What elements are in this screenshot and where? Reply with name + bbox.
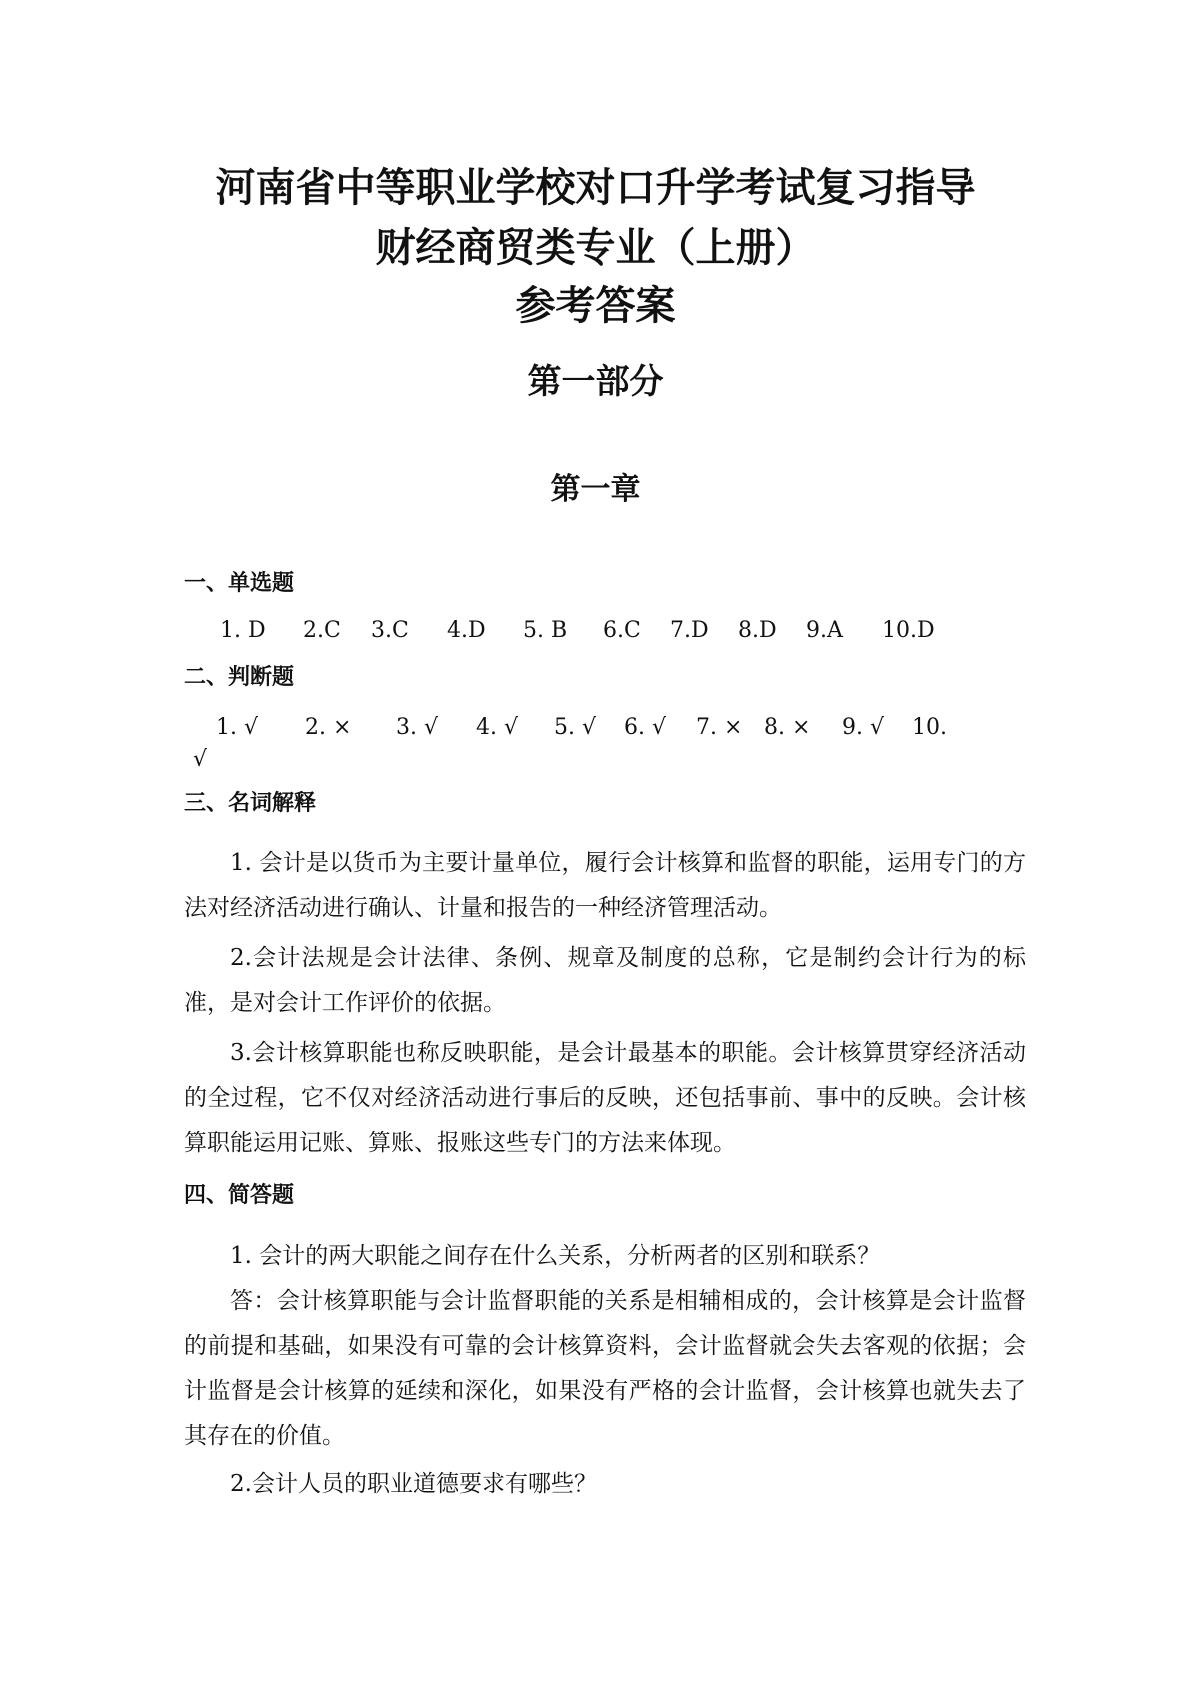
definition-paragraph: 1. 会计是以货币为主要计量单位，履行会计核算和监督的职能，运用专门的方法对经济活动进行确认、计量和报告的一种经济管理活动。 (184, 850, 1026, 921)
definition-paragraph: 3.会计核算职能也称反映职能，是会计最基本的职能。会计核算贯穿经济活动的全过程，它不仅对经济活动进行事后的反映，还包括事前、事中的反映。会计核算职能运用记账、算账、报账这些专门的方法来体现。 (184, 1040, 1026, 1156)
short-answer-question: 2.会计人员的职业道德要求有哪些？ (230, 1471, 597, 1497)
part-title: 第一部分 (527, 362, 664, 402)
answer-item: 6. √ (624, 715, 667, 740)
definitions-heading: 三、名词解释 (184, 791, 317, 816)
true-false-answers (0, 713, 1191, 745)
short-answer-question: 1. 会计的两大职能之间存在什么关系，分析两者的区别和联系？ (230, 1243, 881, 1269)
answer-item: 9. √ (842, 715, 885, 740)
answer-item: 1. D (220, 618, 266, 643)
answer-item-wrap: √ (193, 747, 208, 772)
short-answer-heading: 四、简答题 (184, 1183, 295, 1208)
definition-paragraph: 2.会计法规是会计法律、条例、规章及制度的总称，它是制约会计行为的标准，是对会计工作评价的依据。 (184, 945, 1026, 1016)
answer-item: 4. √ (476, 715, 519, 740)
answer-item: 2. × (305, 715, 352, 740)
answer-item: 7.D (670, 618, 709, 643)
answer-item: 7. × (696, 715, 743, 740)
answer-item: 6.C (603, 618, 641, 643)
chapter-title: 第一章 (550, 472, 641, 507)
answer-item: 10.D (882, 618, 935, 643)
answer-item: 8.D (738, 618, 777, 643)
single-choice-answers (0, 616, 1191, 646)
answer-item: 1. √ (216, 715, 259, 740)
answer-item: 5. B (523, 618, 568, 643)
answer-item: 4.D (447, 618, 486, 643)
document-title-line-2: 财经商贸类专业（上册） (375, 225, 816, 271)
document-title-line-3: 参考答案 (515, 283, 676, 329)
answer-item: 2.C (303, 618, 341, 643)
answer-item: 9.A (806, 618, 843, 643)
single-choice-heading: 一、单选题 (184, 571, 295, 596)
answer-item: 3.C (371, 618, 409, 643)
answer-item: 3. √ (396, 715, 439, 740)
short-answer-answer: 答：会计核算职能与会计监督职能的关系是相辅相成的，会计核算是会计监督的前提和基础，如果没有可靠的会计核算资料，会计监督就会失去客观的依据；会计监督是会计核算的延续和深化，如果没有严格的会计监督，会计核算也就失去了其存在的价值。 (184, 1288, 1026, 1449)
answer-item: 5. √ (554, 715, 597, 740)
answer-item: 10. (912, 715, 947, 740)
document-title-line-1: 河南省中等职业学校对口升学考试复习指导 (215, 165, 976, 211)
answer-item: 8. × (764, 715, 811, 740)
true-false-heading: 二、判断题 (184, 665, 295, 690)
